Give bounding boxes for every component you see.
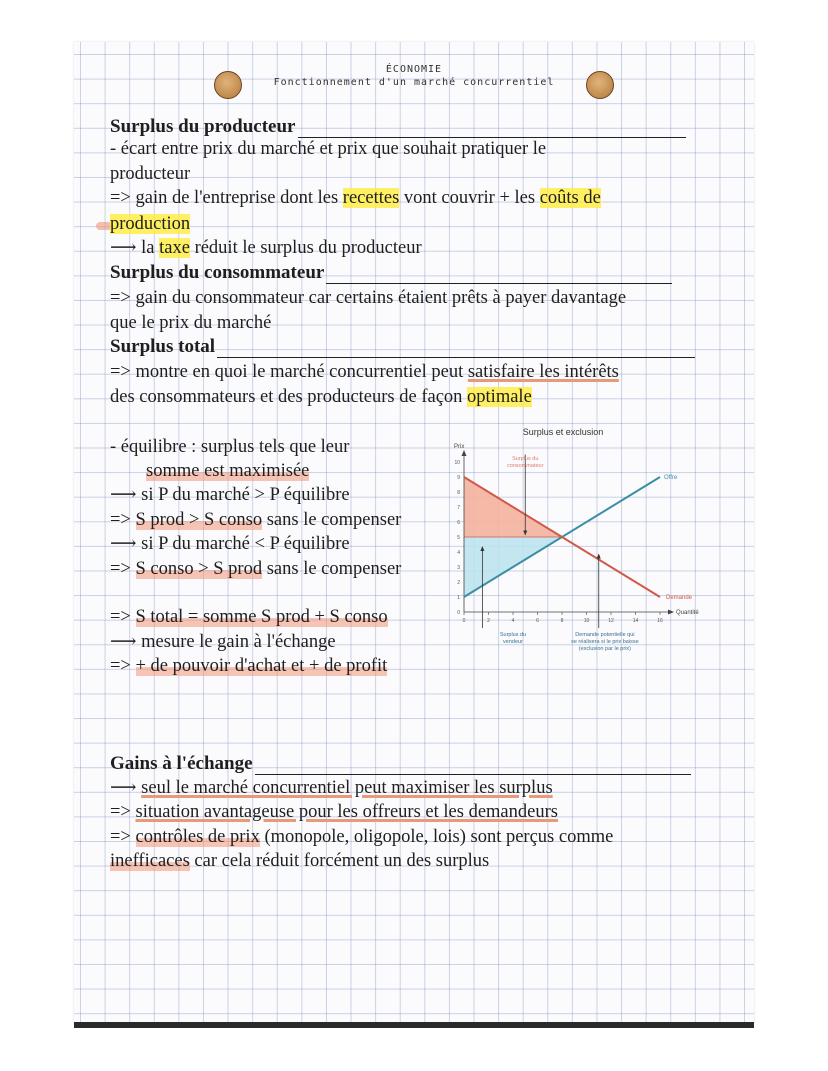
y-tick-label: 7 bbox=[457, 505, 460, 511]
x-tick-label: 0 bbox=[462, 618, 466, 624]
x-axis-arrow bbox=[668, 610, 674, 615]
consumer-line-1: => gain du consommateur car certains étaient prêts à payer davantage bbox=[110, 288, 627, 308]
x-tick-label: 14 bbox=[632, 618, 639, 624]
eq-line-7: => S total = somme S prod + S conso bbox=[110, 607, 388, 627]
section-title-total bbox=[110, 336, 695, 358]
demand-legend: Demande bbox=[666, 595, 693, 601]
x-tick-label: 12 bbox=[608, 618, 614, 624]
y-tick-label: 1 bbox=[457, 595, 460, 601]
x-tick-label: 2 bbox=[487, 618, 490, 624]
exclusion-label-2: se réalisera si le prix baisse bbox=[571, 639, 639, 645]
producer-line-5: ⟶ la taxe réduit le surplus du producteur bbox=[110, 238, 422, 258]
eq-line-4: => S prod > S conso sans le compenser bbox=[110, 510, 402, 530]
producer-surplus-label-2: vendeur bbox=[503, 639, 523, 645]
supply-legend: Offre bbox=[664, 475, 678, 481]
consumer-surplus-label-1: Surplus du bbox=[512, 456, 539, 462]
eq-line-5: ⟶ si P du marché < P équilibre bbox=[110, 534, 350, 554]
y-axis-label: Prix bbox=[454, 444, 465, 450]
eq-line-3: ⟶ si P du marché > P équilibre bbox=[110, 485, 350, 505]
producer-line-1: - écart entre prix du marché et prix que souhait pratiquer le bbox=[110, 139, 547, 159]
chart-title: Surplus et exclusion bbox=[522, 427, 604, 437]
y-tick-label: 2 bbox=[457, 580, 460, 586]
y-tick-label: 3 bbox=[457, 565, 460, 571]
eq-line-6: => S conso > S prod sans le compenser bbox=[110, 559, 402, 579]
exclusion-arrow-head bbox=[597, 554, 601, 559]
producer-surplus-label-1: Surplus du bbox=[499, 632, 527, 638]
total-line-2: des consommateurs et des producteurs de façon optimale bbox=[110, 387, 532, 407]
consumer-surplus-label-2: consommateur bbox=[507, 463, 544, 469]
x-tick-label: 6 bbox=[536, 618, 539, 624]
y-tick-label: 10 bbox=[454, 460, 460, 466]
total-line-1: => montre en quoi le marché concurrentiel peut satisfaire les intérêts bbox=[110, 362, 619, 382]
eq-line-9: => + de pouvoir d'achat et + de profit bbox=[110, 656, 388, 676]
x-tick-label: 4 bbox=[511, 618, 515, 624]
y-tick-label: 4 bbox=[457, 550, 460, 556]
gains-line-1: ⟶ seul le marché concurrentiel peut maximiser les surplus bbox=[110, 778, 553, 798]
title-text: Surplus du consommateur bbox=[110, 262, 325, 283]
x-tick-label: 16 bbox=[657, 618, 663, 624]
consumer-line-2: que le prix du marché bbox=[110, 313, 272, 333]
title-text: Surplus du producteur bbox=[110, 116, 296, 137]
x-axis-label: Quantité bbox=[676, 610, 699, 616]
page-bottom-edge bbox=[74, 1022, 754, 1028]
title-text: Gains à l'échange bbox=[110, 753, 253, 774]
producer-line-2: producteur bbox=[110, 164, 191, 184]
eq-line-8: ⟶ mesure le gain à l'échange bbox=[110, 632, 336, 652]
section-title-consumer bbox=[110, 262, 672, 284]
x-tick-label: 8 bbox=[560, 618, 564, 624]
section-title-producer bbox=[110, 116, 686, 138]
title-text: Surplus total bbox=[110, 336, 216, 357]
eq-line-2: somme est maximisée bbox=[146, 461, 310, 481]
eq-line-1: - équilibre : surplus tels que leur bbox=[110, 437, 350, 457]
y-tick-label: 0 bbox=[457, 610, 460, 616]
y-tick-label: 9 bbox=[457, 475, 460, 481]
surplus-chart bbox=[448, 420, 718, 670]
gains-line-4: inefficaces car cela réduit forcément un des surplus bbox=[110, 851, 490, 871]
section-title-gains bbox=[110, 753, 691, 775]
exclusion-label-1: Demande potentielle qui bbox=[575, 632, 635, 638]
gains-line-3: => contrôles de prix (monopole, oligopole, lois) sont perçus comme bbox=[110, 827, 614, 847]
gains-line-2: => situation avantageuse pour les offreurs et les demandeurs bbox=[110, 802, 558, 822]
y-tick-label: 6 bbox=[457, 520, 460, 526]
y-tick-label: 5 bbox=[457, 535, 460, 541]
y-tick-label: 8 bbox=[457, 490, 460, 496]
x-tick-label: 10 bbox=[583, 618, 590, 624]
exclusion-label-3: (exclusion par le prix) bbox=[578, 646, 632, 652]
y-axis-arrow bbox=[462, 450, 467, 456]
header-subtitle: Fonctionnement d'un marché concurrentiel bbox=[273, 77, 555, 88]
header-subject: ÉCONOMIE bbox=[385, 64, 443, 75]
producer-line-4: production bbox=[110, 214, 191, 234]
producer-line-3: => gain de l'entreprise dont les recettes vont couvrir + les coûts de bbox=[110, 188, 601, 208]
